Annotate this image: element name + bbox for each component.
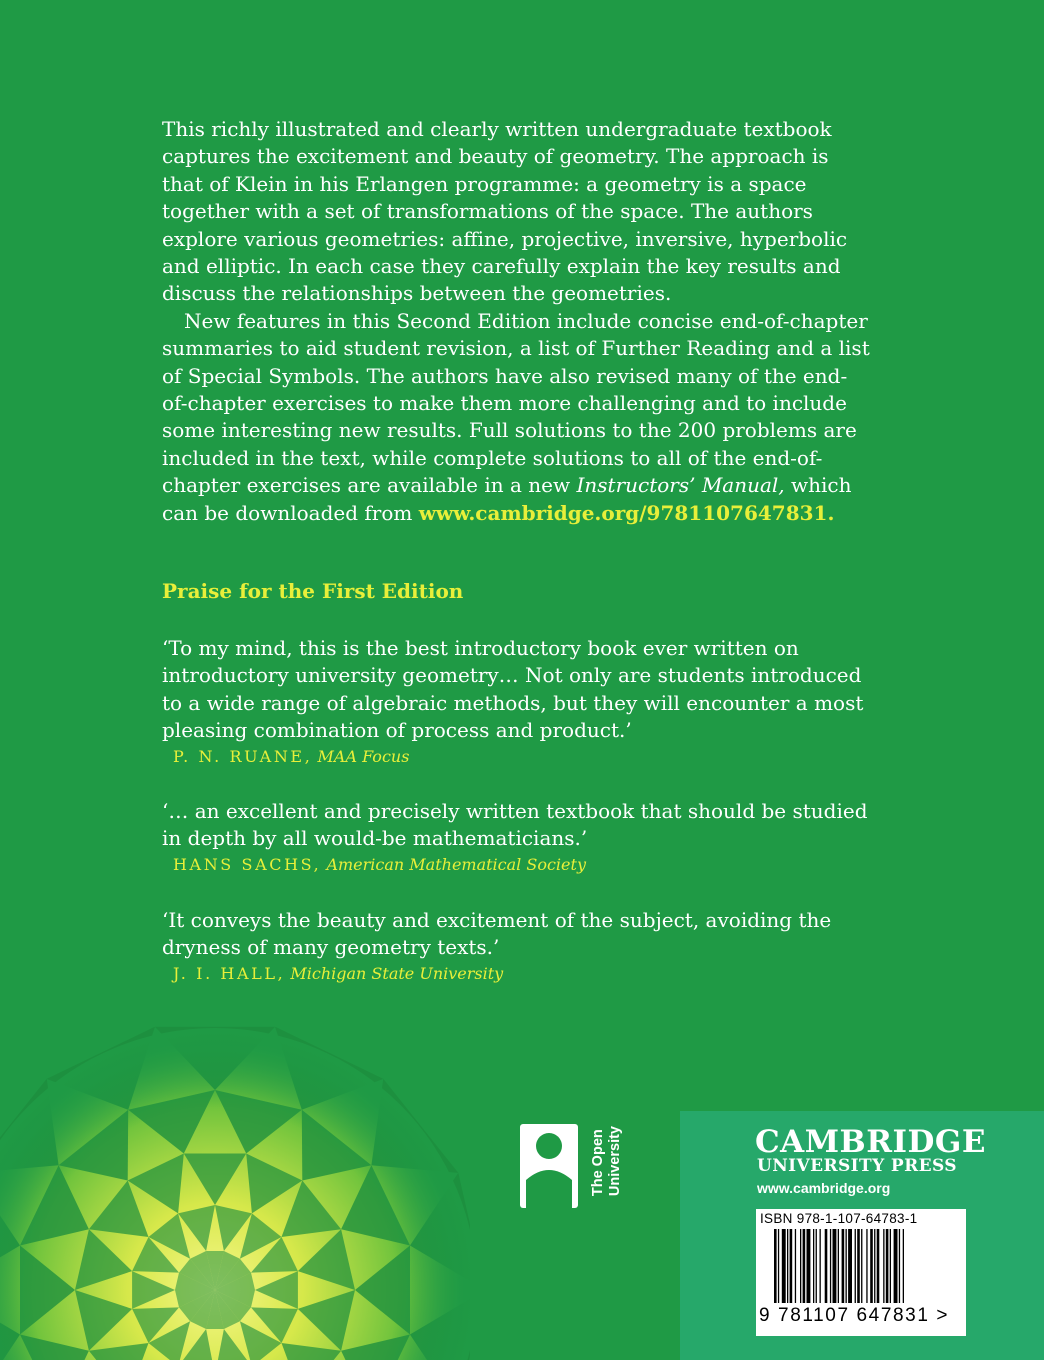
isbn-barcode [756, 1209, 966, 1336]
barcode-bar [846, 1229, 847, 1303]
barcode-bar [855, 1229, 856, 1303]
quote-text: ‘… an excellent and precisely written textbook that should be studied in depth by all would-be mathematicians.’ [162, 799, 868, 851]
barcode-bar [787, 1229, 788, 1303]
quote-author: P. N. RUANE, [173, 746, 313, 766]
quote-attribution [162, 963, 882, 985]
description-paragraph-2-tail: which can be downloaded from [162, 473, 852, 525]
geometric-tiling-artwork [0, 1000, 470, 1360]
quote-author: J. I. HALL, [173, 963, 286, 983]
barcode-bar [890, 1229, 891, 1303]
barcode-bar [790, 1229, 793, 1303]
praise-quote [162, 635, 882, 768]
description-paragraph-2-text: New features in this Second Edition include concise end-of-chapter summaries to aid student revision, a list of Further Reading and a list of Special Symbols. The authors have also revised many of the end-of-chapter exercises to make them more challenging and to include some interesting new results. Full solutions to the 200 problems are included in the text, while complete solutions to all of the end-of-chapter exercises are available in a new [162, 308, 870, 498]
instructors-manual-title: Instructors’ Manual, [576, 473, 785, 498]
ou-line-1: The Open [590, 1129, 606, 1197]
barcode-bar [795, 1229, 796, 1303]
companion-website-link[interactable]: www.cambridge.org/9781107647831. [418, 500, 835, 525]
barcode-bar [803, 1229, 806, 1303]
quote-source: Michigan State University [290, 963, 504, 983]
barcode-bar [903, 1229, 904, 1303]
quote-attribution [162, 746, 882, 768]
barcode-bar [899, 1229, 900, 1303]
quote-source: American Mathematical Society [326, 854, 586, 874]
barcode-bar [838, 1229, 839, 1303]
barcode-bar [825, 1229, 828, 1303]
barcode-bar [857, 1229, 860, 1303]
description-paragraph-1: This richly illustrated and clearly written undergraduate textbook captures the excitement and beauty of geometry. The approach is that of Klein in his Erlangen programme: a geometry is a space together with a set of transformations of the space. The authors explore various geometries: affine, projective, inversive, hyperbolic and elliptic. In each case they carefully explain the key results and discuss the relationships between the geometries. [162, 117, 848, 306]
publisher-press: UNIVERSITY PRESS [757, 1156, 957, 1176]
barcode-bar [830, 1229, 831, 1303]
ou-line-2: University [607, 1126, 623, 1197]
barcode-bar [782, 1229, 786, 1303]
praise-quote [162, 798, 882, 876]
publisher-panel [680, 1111, 1044, 1360]
description-paragraph-2 [162, 308, 872, 527]
barcode-bar [778, 1229, 779, 1303]
quote-text: ‘It conveys the beauty and excitement of the subject, avoiding the dryness of many geometry texts.’ [162, 908, 832, 960]
barcode-bar [807, 1229, 811, 1303]
isbn-number: ISBN 978-1-107-64783-1 [760, 1211, 918, 1226]
barcode-bar [774, 1229, 777, 1303]
barcode-bar [813, 1229, 814, 1303]
publisher-name: CAMBRIDGE [755, 1124, 986, 1160]
barcode-bar [866, 1229, 867, 1303]
quote-source: MAA Focus [317, 746, 410, 766]
barcode-bar [833, 1229, 837, 1303]
barcode-bar [848, 1229, 852, 1303]
barcode-bars [756, 1227, 966, 1305]
barcode-bar [842, 1229, 845, 1303]
barcode-bar [816, 1229, 817, 1303]
barcode-bar [800, 1229, 801, 1303]
publisher-website[interactable]: www.cambridge.org [757, 1180, 891, 1196]
open-university-wordmark [590, 1126, 624, 1196]
barcode-bar [883, 1229, 884, 1303]
barcode-bar [886, 1229, 889, 1303]
barcode-bar [874, 1229, 875, 1303]
barcode-bar [870, 1229, 873, 1303]
barcode-bar [861, 1229, 862, 1303]
barcode-digits: 9 781107 647831 > [759, 1305, 950, 1326]
barcode-bar [894, 1229, 898, 1303]
barcode-bar [877, 1229, 880, 1303]
praise-heading: Praise for the First Edition [162, 579, 464, 603]
praise-quote [162, 907, 882, 985]
quote-text: ‘To my mind, this is the best introductory book ever written on introductory university geometry… Not only are students introduced to a wide range of algebraic methods, but they will encounter a most pleasing combination of process and product.’ [162, 636, 864, 743]
quote-attribution [162, 854, 882, 876]
book-description [162, 116, 872, 527]
barcode-bar [820, 1229, 821, 1303]
quote-author: HANS SACHS, [173, 854, 322, 874]
